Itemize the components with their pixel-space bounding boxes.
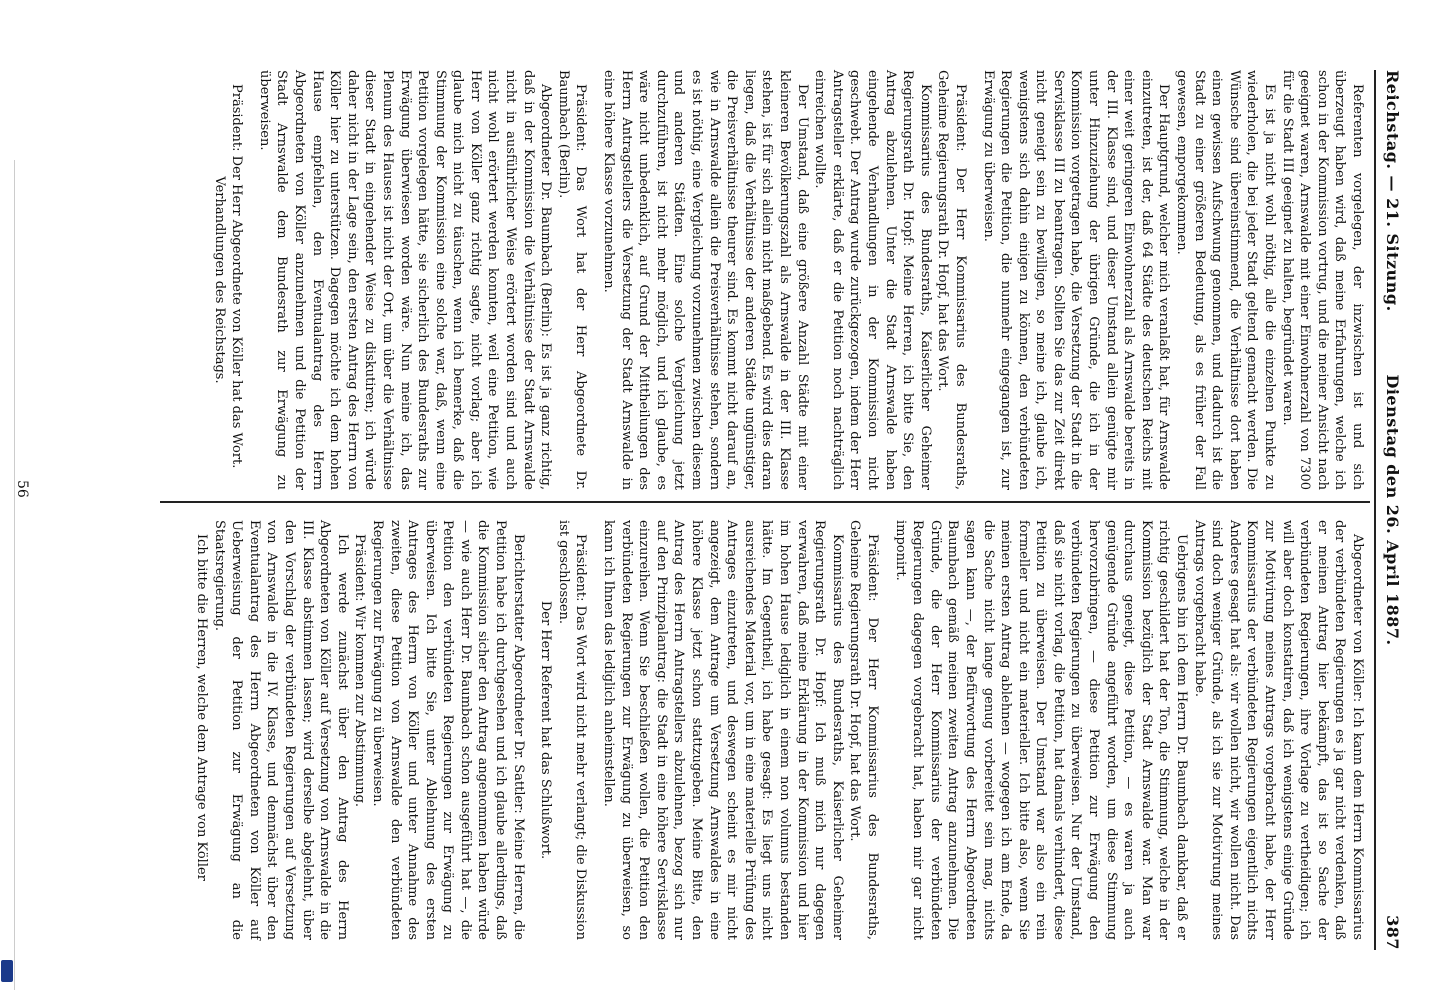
left-column [36, 70, 1366, 490]
paragraph: Der Hauptgrund, welcher mich veranlaßt hat, für Arnswalde einzutreten, ist der, daß 64 Städte des deutschen Reichs mit einer weit geringeren Einwohnerzahl als Arnswalde bereits in der III. Klasse sind, und dieser Umstand allein genügte mir unter Hinzuziehung der übrigen Gründe, die ich in der Kommission vorgetragen habe, die Versetzung der Stadt in die Servisklasse III zu beantragen. Sollten Sie das zur Zeit direkt nicht geneigt sein zu bewilligen, so meine ich, glaube ich, wenigstens sich dahin einigen zu können, den verbündeten Regierungen die Petition, die nunmehr eingegangen ist, zur Erwägung zu überweisen. [980, 70, 1172, 490]
paragraph: Referenten vorgelegen, der inzwischen ist und sich überzeugt haben wird, daß meine Erfahrungen, welche ich schon in der Kommission vortrug, und die meiner Ansicht nach geeignet waren, Arnswalde mit einer Einwohnerzahl von 7300 für die Stadt III geeignet zu halten, begründet waren. [1279, 70, 1365, 490]
paragraph: Abgeordneter von Köller: Ich kann dem Herrn Kommissarius der verbündeten Regierungen es ja gar nicht verdenken, daß er meinen Antrag hier bekämpft, das ist so Sache der verbündeten Regierungen, ihre Vorlage zu vertheidigen; ich will aber doch konstatiren, daß ich wenigstens einige Gründe zur Motivirung meines Antrags vorgebracht habe, der Herr Kommissarius der verbündeten Regierungen eigentlich nichts Anderes gesagt hat als: wir wollen nicht, wir wollen nicht. Das sind doch weniger Gründe, als ich sie zur Motivirung meines Antrags vorgebracht habe. [1191, 520, 1365, 940]
header-left: Reichstag. — 21. Sitzung. [1383, 70, 1402, 312]
paragraph: Präsident: Das Wort wird nicht mehr verlangt; die Diskussion ist geschlossen. [555, 520, 589, 940]
paragraph: Ich werde zunächst über den Antrag des Herrn Abgeordneten von Köller auf Versetzung von Arnswalde in die III. Klasse abstimmen lassen; wird derselbe abgelehnt, über den Vorschlag der verbündeten Regierungen auf Versetzung von Arnswalde in die IV. Klasse, und demnächst über den Eventualantrag des Herrn Abgeordneten von Köller auf Ueberweisung der Petition zur Erwägung an die Staatsregierung. [211, 520, 350, 940]
paragraph: Der Umstand, daß eine größere Anzahl Städte mit einer kleineren Bevölkerungszahl als Arnswalde in der III. Klasse stehen, ist für sich allein nicht maßgebend. Es wird dies daran liegen, daß die Verhältnisse der anderen Städte ungünstiger, die Preisverhältnisse theurer sind. Es kommt nicht darauf an, wie in Arnswalde allein die Preisverhältnisse stehen, sondern es ist nöthig, eine Vergleichung vorzunehmen zwischen diesem und anderen Städten. Eine solche Vergleichung jetzt durchzuführen, ist nicht mehr möglich, und ich glaube, es wäre nicht unbedenklich, auf Grund der Mittheilungen des Herrn Antragstellers die Versetzung der Stadt Arnswalde in eine höhere Klasse vorzunehmen. [601, 70, 810, 490]
digitization-credit-strip [0, 160, 15, 990]
paragraph: Kommissarius des Bundesraths, Kaiserlicher Geheimer Regierungsrath Dr. Hopf: Meine Herren, ich bitte Sie, den Antrag abzulehnen. Unter die Stadt Arnswalde haben eingehende Verhandlungen in der Kommission nicht geschwebt. Der Antrag wurde zurückgezogen, indem der Herr Antragsteller erklärte, daß er die Petition noch nachträglich einreichen wollte. [812, 70, 933, 490]
column-divider [160, 501, 1370, 503]
paragraph: Abgeordneter Dr. Baumbach (Berlin): Es ist ja ganz richtig, daß in der Kommission die Verhältnisse der Stadt Arnswalde nicht in ausführlicher Weise erörtert worden sind und auch nicht wohl erörtert werden konnten, weil eine Petition, wie Herr von Köller ganz richtig sagte, nicht vorlag; aber ich glaube mich nicht zu täuschen, wenn ich bemerke, daß die Stimmung der Kommission eine solche war, daß, wenn eine Petition vorgelegen hätte, sie sicherlich des Bundesraths zur Erwägung überwiesen worden wäre. Nun meine ich, das Plenum des Hauses ist nicht der Ort, um über die Verhältnisse dieser Stadt in eingehender Weise zu diskutiren; ich würde daher nicht in der Lage sein, den ersten Antrag des Herrn von Köller hier zu unterstützen. Dagegen möchte ich dem hohen Hause empfehlen, den Eventualantrag des Herrn Abgeordneten von Köller anzunehmen und die Petition der Stadt Arnswalde dem Bundesrath zur Erwägung zu überweisen. [256, 70, 554, 490]
paragraph: Der Herr Referent hat das Schlußwort. [538, 600, 554, 860]
paragraph: Präsident: Der Herr Kommissarius des Bundesraths, Geheime Regierungsrath Dr. Hopf, hat das Wort. [935, 70, 968, 490]
paragraph: Berichterstatter Abgeordneter Dr. Sattler: Meine Herren, die Petition habe ich durchgesehen und ich glaube allerdings, daß die Kommission sicher den Antrag angenommen haben würde — wie auch Herr Dr. Baumbach schon ausgeführt hat —, die Petition den verbündeten Regierungen zur Erwägung zu überweisen. Ich bitte Sie, unter Ablehnung des ersten Antrages des Herrn von Köller und unter Annahme des zweiten, diese Petition von Arnswalde den verbündeten Regierungen zur Erwägung zu überweisen. [369, 520, 526, 940]
paragraph: Präsident: Wir kommen zur Abstimmung. [352, 534, 368, 808]
paragraph: Kommissarius des Bundesraths, Kaiserlicher Geheimer Regierungsrath Dr. Hopf: Ich muß mich nur dagegen verwahren, daß meine Erklärung in der Kommission und hier im hohen Hause lediglich in einem non volumus bestanden hätte. Im Gegentheil, ich habe gesagt: Es liegt uns nicht ausreichendes Material vor, um in eine materielle Prüfung des Antrages einzutreten, und deswegen scheint es mir nicht angezeigt, dem Antrage um Versetzung Arnswaldes in eine höhere Klasse jetzt schon stattzugeben. Meine Bitte, den Antrag des Herrn Antragstellers abzulehnen, bezog sich nur auf den Prinzipalantrag: die Stadt in eine höhere Servisklasse einzureihen. Wenn Sie beschließen wollen, die Petition den verbündeten Regierungen zur Erwägung zu überweisen, so kann ich Ihnen das lediglich anheimstellen. [601, 520, 845, 940]
header-date: Dienstag den 26. April 1887. [1383, 374, 1402, 646]
paragraph: Uebrigens bin ich dem Herrn Dr. Baumbach dankbar, daß er richtig geschildert hat der Ton, die Stimmung, welche in der Kommission bezüglich der Stadt Arnswalde war. Man war durchaus geneigt, diese Petition, — es waren ja auch genügende Gründe angeführt worden, um diese Stimmung hervorzubringen, — diese Petition zur Erwägung den verbündeten Regierungen zu überweisen. Nur der Umstand, daß sie nicht vorlag, die Petition, hat damals verhindert, diese Petition zu überweisen. Der Umstand war also ein rein formeller und nicht ein materieller. Ich bitte also, wenn Sie meinen ersten Antrag ablehnen — wogegen ich am Ende, da die Sache nicht lange genug vorbereitet sein mag, nichts sagen kann —, der Befürwortung des Herrn Abgeordneten Baumbach gemäß meinen zweiten Antrag anzunehmen. Die Gründe, die der Herr Kommissarius der verbündeten Regierungen dagegen vorgebracht hat, haben mir gar nicht imponirt. [892, 520, 1190, 940]
paragraph: Präsident: Das Wort hat der Herr Abgeordnete Dr. Baumbach (Berlin). [555, 70, 589, 490]
dfg-logo-icon [1, 960, 13, 982]
paragraph: Es ist ja nicht wohl nöthig, alle die einzelnen Punkte zu wiederholen, die bei jeder Stadt geltend gemacht werden. Die Wünsche sind übereinstimmend, die Verhältnisse dort haben einen gewissen Aufschwung genommen, und dadurch ist die Stadt zu einer größeren Bedeutung, als es früher der Fall gewesen, emporgekommen. [1174, 70, 1278, 490]
paragraph: Präsident: Der Herr Kommissarius des Bundesraths, Geheime Regierungsrath Dr. Hopf, hat das Wort. [847, 520, 880, 940]
header-rule [1374, 70, 1376, 950]
right-column [36, 520, 1366, 940]
column-footer: Verhandlungen des Reichstags. [211, 176, 227, 384]
sheet-signature: 56 [14, 480, 30, 498]
running-header [1376, 70, 1402, 950]
paragraph: Präsident: Der Herr Abgeordnete von Köller hat das Wort. [229, 84, 245, 469]
page-number: 387 [1383, 915, 1402, 950]
paragraph: Ich bitte die Herren, welche dem Antrage von Köller [194, 534, 209, 881]
